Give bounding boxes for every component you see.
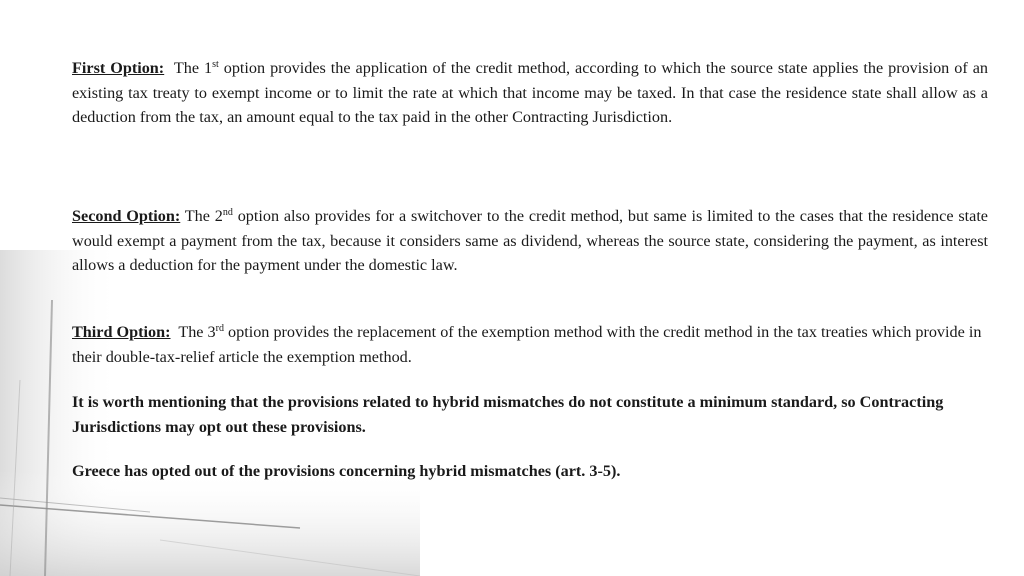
first-option-label: First Option:	[72, 59, 165, 77]
second-option-ordinal: nd	[222, 207, 233, 218]
greece-note: Greece has opted out of the provisions concerning hybrid mismatches (art. 3-5).	[72, 462, 621, 480]
first-option-prefix: The 1	[173, 59, 213, 77]
second-option-label: Second Option:	[72, 207, 181, 225]
second-option-text: option also provides for a switchover to the credit method, but same is limited to the cases that the residence state would exempt a payment from the tax, because it considers same as dividend, whereas the source state, considering the payment, as interest allows a deduction for the payment under the domestic law.	[72, 207, 988, 275]
first-option-ordinal: st	[212, 59, 219, 70]
third-option-text: option provides the replacement of the exemption method with the credit method in the tax treaties which provide in their double-tax-relief article the exemption method.	[72, 323, 982, 366]
third-option-prefix: The 3	[178, 323, 216, 341]
second-option-prefix: The 2	[184, 207, 223, 225]
second-option-paragraph	[72, 204, 988, 278]
first-option-text: option provides the application of the credit method, according to which the source state applies the provision of an existing tax treaty to exempt income or to limit the rate at which that income may be taxed. In that case the residence state shall allow as a deduction from the tax, an amount equal to the tax paid in the other Contracting Jurisdiction.	[72, 59, 988, 127]
minimum-standard-note: It is worth mentioning that the provisions related to hybrid mismatches do not constitute a minimum standard, so Contracting Jurisdictions may opt out these provisions.	[72, 393, 944, 436]
third-option-ordinal: rd	[215, 323, 224, 334]
first-option-paragraph	[72, 56, 988, 130]
third-option-label: Third Option:	[72, 323, 171, 341]
third-option-paragraph	[72, 320, 988, 369]
